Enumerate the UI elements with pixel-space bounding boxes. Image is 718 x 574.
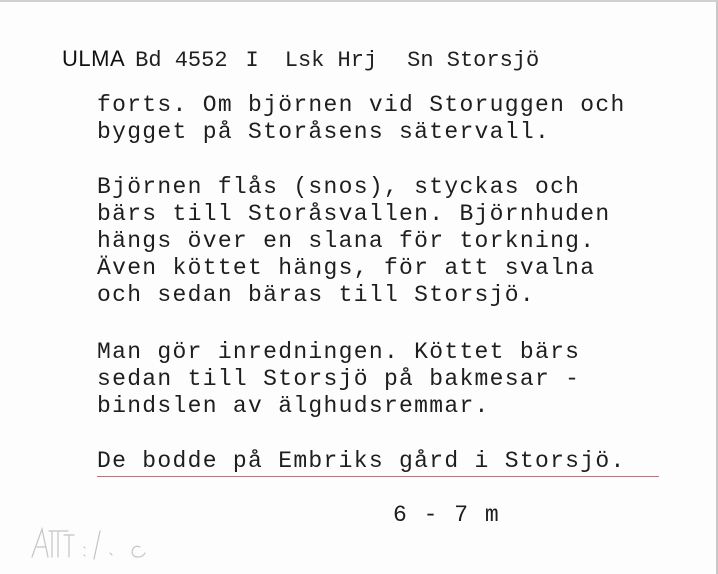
page-range: 6 - 7 m: [393, 502, 501, 528]
district-code: Lsk Hrj: [284, 48, 378, 73]
card-header: [62, 46, 539, 73]
paragraph-continuation: forts. Om björnen vid Storuggen och bygget på Storåsens sätervall.: [97, 92, 626, 145]
paragraph-transport: Man gör inredningen. Köttet bärs sedan till Storsjö på bakmesar - bindslen av älghudsremmar.: [97, 339, 581, 419]
parish-name: Sn Storsjö: [407, 48, 540, 73]
archive-code: ULMA: [62, 46, 126, 71]
section-number: I: [245, 48, 259, 73]
volume-number: Bd 4552: [135, 48, 228, 73]
pencil-annotation-mark: [28, 517, 168, 567]
paragraph-residence: De bodde på Embriks gård i Storsjö.: [97, 448, 626, 474]
red-underline: [97, 476, 659, 477]
paragraph-bear-processing: Björnen flås (snos), styckas och bärs till Storåsvallen. Björnhuden hängs över en slana för torkning. Även köttet hängs, för att svalna och sedan bäras till Storsjö.: [97, 174, 611, 308]
